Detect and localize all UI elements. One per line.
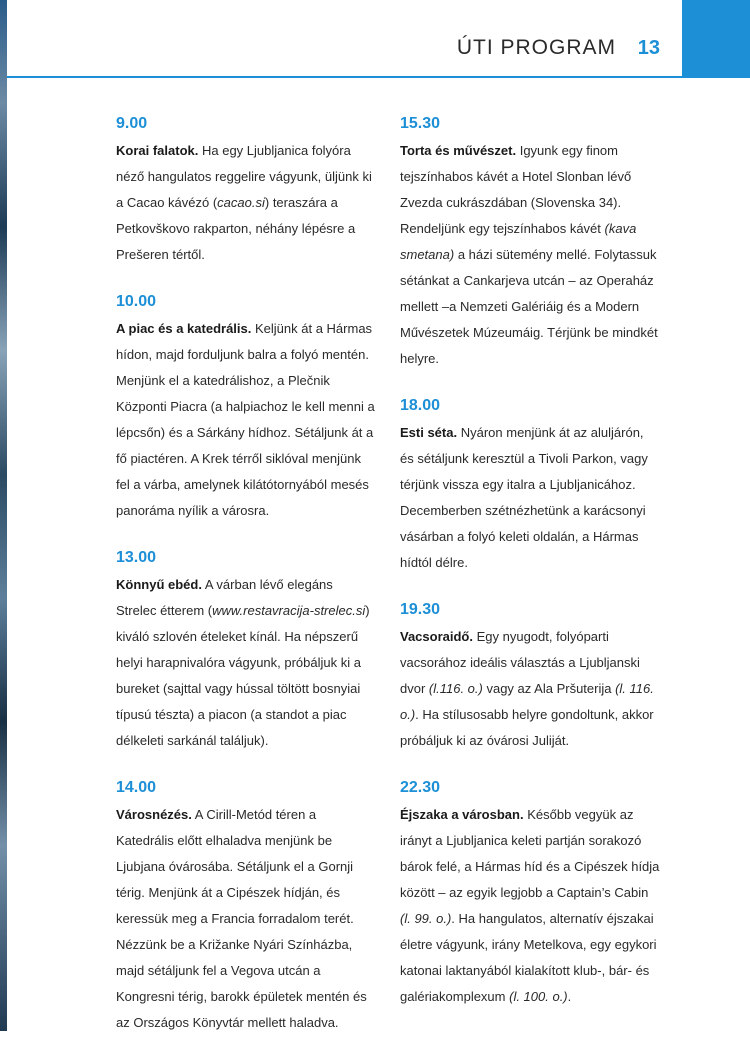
entry-body-text: Egy nyugodt, folyóparti vacsorához ideális választás a Ljubljanski dvor: [400, 629, 640, 696]
entry-text: [400, 138, 660, 372]
entry-body-text: ) kiváló szlovén ételeket kínál. Ha népszerű helyi harapnivalóra vágyunk, próbáljuk ki a bureket (sajttal vagy hússal töltött bosnyiai típusú tészta) a piacon (a standot a piac délkeleti sarkánál találjuk).: [116, 603, 370, 748]
entry-reference: (l. 116. o.): [400, 681, 654, 722]
entry-body-text: .: [567, 989, 572, 1004]
itinerary-entry: [400, 596, 660, 754]
left-edge-photo-strip: [0, 0, 7, 1031]
entry-time: 22.30: [400, 779, 441, 796]
entry-title: Korai falatok.: [116, 143, 199, 158]
entry-title: Torta és művészet.: [400, 143, 517, 158]
entry-body-text: Nyáron menjünk át az aluljárón, és sétáljunk keresztül a Tivoli Parkon, vagy térjünk vissza egy italra a Ljubljanicához. Decemberben szétnézhetünk a karácsonyi vásárban a folyó keleti oldalán, a Hármas hídtól délre.: [400, 425, 648, 570]
entry-reference: (l.116. o.): [428, 681, 483, 696]
entry-body-text: Ha egy Ljubljanica folyóra néző hangulatos reggelire vágyunk, üljünk ki a Cacao kávézó (: [116, 143, 372, 210]
entry-title: Éjszaka a városban.: [400, 807, 524, 822]
entry-reference: (l. 100. o.): [509, 989, 568, 1004]
entry-reference: www.restavracija-strelec.si: [212, 603, 366, 618]
entry-body-text: ) teraszára a Petkovškovo rakparton, néhány lépésre a Prešeren tértől.: [116, 195, 356, 262]
header-rule: [7, 76, 682, 78]
itinerary-entry: [400, 392, 660, 576]
itinerary-entry: [400, 110, 660, 372]
entry-title: Könnyű ebéd.: [116, 577, 202, 592]
left-column: [116, 110, 376, 1056]
entry-time: 14.00: [116, 779, 157, 796]
entry-time: 13.00: [116, 549, 157, 566]
entry-text: [400, 802, 660, 1010]
entry-body-text: . Ha stílusosabb helyre gondoltunk, akkor próbáljuk ki az óvárosi Juliját.: [400, 707, 654, 748]
right-column: [400, 110, 660, 1030]
entry-text: [116, 316, 376, 524]
itinerary-entry: [400, 774, 660, 1010]
corner-tab: [682, 0, 750, 78]
entry-time: 15.30: [400, 115, 441, 132]
entry-body-text: vagy az Ala Pršuterija: [482, 681, 616, 696]
entry-body-text: . Ha hangulatos, alternatív éjszakai életre vágyunk, irány Metelkova, egy egykori katonai laktanyából kialakított klub-, bár- és galériakomplexum: [400, 911, 657, 1004]
itinerary-entry: [116, 288, 376, 524]
entry-text: [116, 802, 376, 1036]
entry-reference: cacao.si: [217, 195, 265, 210]
entry-reference: (kava smetana): [400, 221, 637, 262]
entry-text: [116, 138, 376, 268]
entry-body-text: A várban lévő elegáns Strelec étterem (: [116, 577, 333, 618]
entry-title: Városnézés.: [116, 807, 192, 822]
itinerary-entry: [116, 544, 376, 754]
entry-time: 9.00: [116, 115, 148, 132]
entry-title: Vacsoraidő.: [400, 629, 473, 644]
itinerary-entry: [116, 110, 376, 268]
page-number: 13: [637, 37, 660, 59]
entry-title: Esti séta.: [400, 425, 458, 440]
entry-time: 18.00: [400, 397, 441, 414]
section-title: ÚTI PROGRAM: [456, 36, 616, 59]
entry-body-text: a házi sütemény mellé. Folytassuk sétánkat a Cankarjeva utcán – az Operaház mellett –a Nemzeti Galériáig és a Modern Művészetek Múzeumáig. Térjünk be mindkét helyre.: [400, 247, 658, 366]
entry-body-text: A Cirill-Metód téren a Katedrális előtt elhaladva menjünk be Ljubjana óvárosába. Sétáljunk el a Gornji térig. Menjünk át a Cipészek hídján, és keressük meg a Francia forradalom terét. Nézzünk be a Križanke Nyári Színházba, majd sétáljunk fel a Vegova utcán a Kongresni térig, barokk épületek mentén és az Országos Könyvtár mellett haladva.: [116, 807, 367, 1030]
entry-time: 10.00: [116, 293, 157, 310]
entry-title: A piac és a katedrális.: [116, 321, 252, 336]
entry-reference: (l. 99. o.): [400, 911, 452, 926]
entry-text: [116, 572, 376, 754]
entry-body-text: Később vegyük az irányt a Ljubljanica keleti partján sorakozó bárok felé, a Hármas híd és a Cipészek hídja között – az egyik legjobb a Captain’s Cabin: [400, 807, 660, 900]
itinerary-entry: [116, 774, 376, 1036]
entry-time: 19.30: [400, 601, 441, 618]
entry-body-text: Keljünk át a Hármas hídon, majd forduljunk balra a folyó mentén. Menjünk el a katedrálishoz, a Plečnik Központi Piacra (a halpiachoz le kell menni a lépcsőn) és a Sárkány hídhoz. Sétáljunk át a fő piactéren. A Krek térről siklóval menjünk fel a várba, amelynek kilátótornyából mesés panoráma nyílik a városra.: [116, 321, 375, 518]
entry-text: [400, 420, 660, 576]
entry-text: [400, 624, 660, 754]
entry-body-text: Igyunk egy finom tejszínhabos kávét a Hotel Slonban lévő Zvezda cukrászdában (Slovenska 34). Rendeljünk egy tejszínhabos kávét: [400, 143, 632, 236]
page-header: [0, 0, 750, 78]
